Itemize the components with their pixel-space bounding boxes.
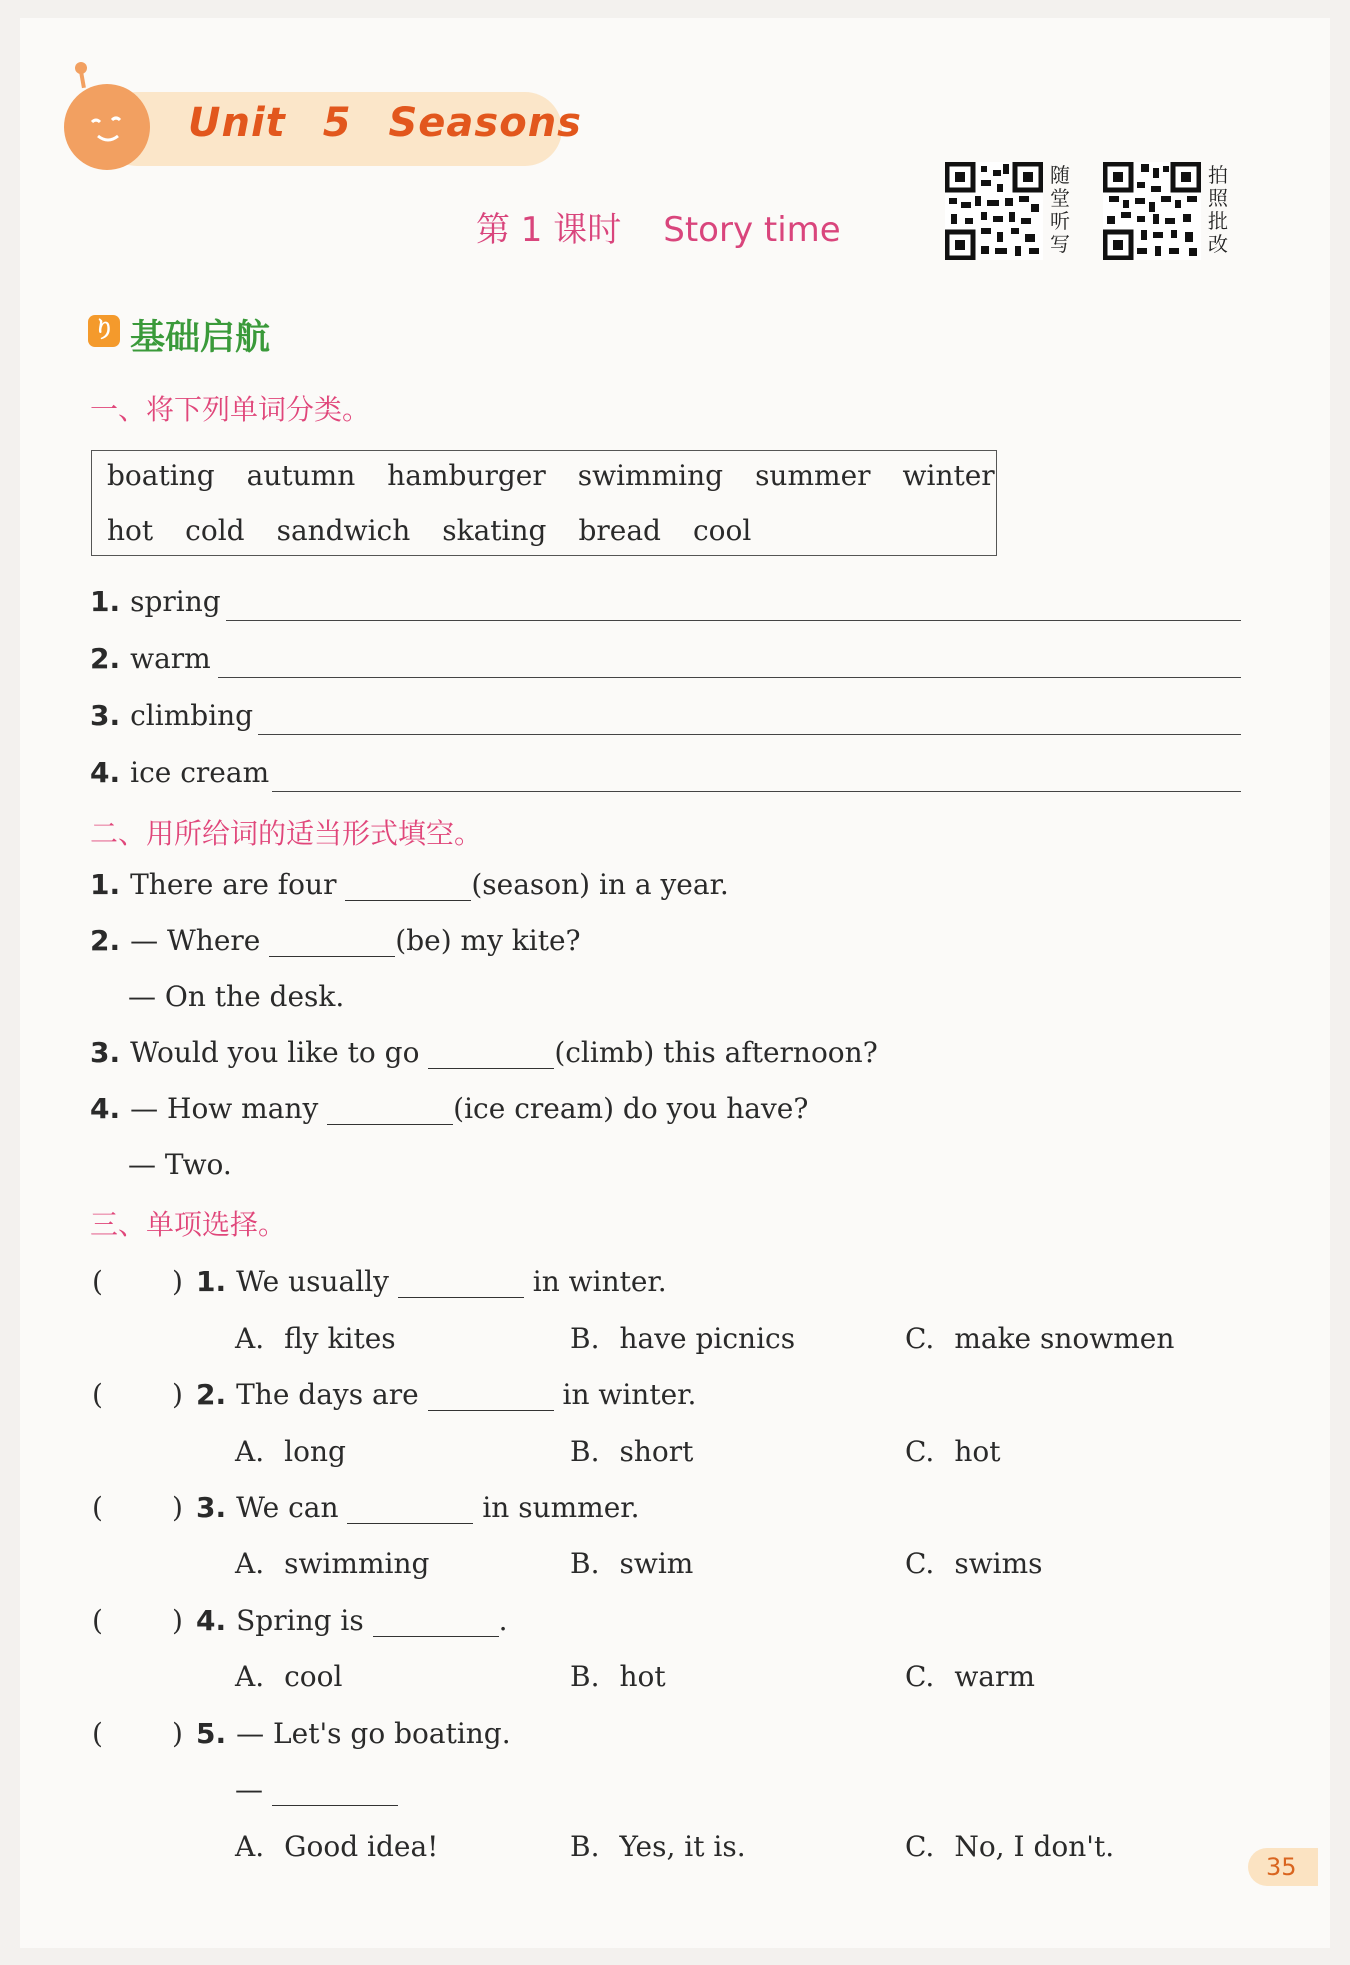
answer-paren-open: ( bbox=[92, 1491, 103, 1524]
fill-question-2: 2. — Where (be) my kite? bbox=[90, 924, 581, 957]
word: cold bbox=[185, 514, 245, 547]
answer-paren-open: ( bbox=[92, 1265, 103, 1298]
choice-question-2: 2. The days are in winter. bbox=[196, 1378, 697, 1411]
section-title: 基础启航 bbox=[130, 318, 271, 358]
answer-paren-open: ( bbox=[92, 1378, 103, 1411]
option-c[interactable]: C. make snowmen bbox=[905, 1322, 1175, 1355]
choice-blank[interactable] bbox=[373, 1610, 499, 1637]
mascot-antenna-tip bbox=[75, 62, 87, 74]
choice-question-5: 5. — Let's go boating. bbox=[196, 1717, 511, 1750]
choice-blank[interactable] bbox=[398, 1271, 524, 1298]
choice-question-1: 1. We usually in winter. bbox=[196, 1265, 667, 1298]
answer-paren-close: ) bbox=[172, 1265, 183, 1298]
option-b[interactable]: B. have picnics bbox=[570, 1322, 796, 1355]
lesson-heading bbox=[476, 202, 841, 251]
option-a[interactable]: A. Good idea! bbox=[235, 1830, 439, 1863]
option-c[interactable]: C. No, I don't. bbox=[905, 1830, 1115, 1863]
choice-blank[interactable] bbox=[272, 1779, 398, 1806]
fill-answer-2: — On the desk. bbox=[128, 980, 345, 1013]
word: winter bbox=[902, 459, 995, 492]
part2-title: 二、用所给词的适当形式填空。 bbox=[90, 817, 483, 850]
word: autumn bbox=[246, 459, 356, 492]
answer-line[interactable] bbox=[258, 734, 1241, 735]
choice-blank[interactable] bbox=[347, 1497, 473, 1524]
fill-blank[interactable] bbox=[269, 930, 395, 957]
fill-question-3: 3. Would you like to go (climb) this afternoon? bbox=[90, 1036, 878, 1069]
word: hot bbox=[107, 514, 154, 547]
option-b[interactable]: B. swim bbox=[570, 1547, 694, 1580]
word: sandwich bbox=[276, 514, 411, 547]
option-b[interactable]: B. short bbox=[570, 1435, 694, 1468]
answer-paren-close: ) bbox=[172, 1491, 183, 1524]
lesson-name: Story time bbox=[663, 210, 841, 250]
option-a[interactable]: A. long bbox=[235, 1435, 346, 1468]
word-bank-row-1 bbox=[107, 459, 995, 492]
fill-blank[interactable] bbox=[428, 1042, 554, 1069]
word: hamburger bbox=[387, 459, 546, 492]
fill-blank[interactable] bbox=[345, 874, 471, 901]
answer-line[interactable] bbox=[272, 791, 1241, 792]
answer-line[interactable] bbox=[218, 677, 1241, 678]
option-c[interactable]: C. warm bbox=[905, 1660, 1035, 1693]
choice-question-4: 4. Spring is . bbox=[196, 1604, 508, 1637]
lesson-label: 第 1 课时 bbox=[476, 210, 622, 250]
option-c[interactable]: C. swims bbox=[905, 1547, 1043, 1580]
fill-question-4: 4. — How many (ice cream) do you have? bbox=[90, 1092, 809, 1125]
fill-blank[interactable] bbox=[327, 1098, 453, 1125]
classify-item: 3. climbing bbox=[90, 699, 254, 732]
answer-paren-close: ) bbox=[172, 1378, 183, 1411]
word: cool bbox=[692, 514, 752, 547]
option-b[interactable]: B. hot bbox=[570, 1660, 666, 1693]
word: skating bbox=[442, 514, 547, 547]
option-a[interactable]: A. cool bbox=[235, 1660, 343, 1693]
option-a[interactable]: A. swimming bbox=[235, 1547, 430, 1580]
fill-answer-4: — Two. bbox=[128, 1148, 232, 1181]
qr-code-icon[interactable] bbox=[1103, 162, 1201, 260]
word: boating bbox=[107, 459, 215, 492]
option-c[interactable]: C. hot bbox=[905, 1435, 1001, 1468]
choice-reply-5: — bbox=[235, 1773, 398, 1806]
qr-code-icon[interactable] bbox=[945, 162, 1043, 260]
choice-question-3: 3. We can in summer. bbox=[196, 1491, 640, 1524]
answer-line[interactable] bbox=[226, 620, 1241, 621]
answer-paren-open: ( bbox=[92, 1604, 103, 1637]
answer-paren-open: ( bbox=[92, 1717, 103, 1750]
part1-title: 一、将下列单词分类。 bbox=[90, 393, 371, 426]
qr-label-grading: 拍照批改 bbox=[1208, 163, 1228, 256]
fill-question-1: 1. There are four (season) in a year. bbox=[90, 868, 729, 901]
word: summer bbox=[755, 459, 871, 492]
word-bank-row-2 bbox=[107, 514, 751, 547]
option-b[interactable]: B. Yes, it is. bbox=[570, 1830, 746, 1863]
word: swimming bbox=[577, 459, 724, 492]
unit-title: Unit 5 Seasons bbox=[188, 100, 582, 146]
answer-paren-close: ) bbox=[172, 1717, 183, 1750]
answer-paren-close: ) bbox=[172, 1604, 183, 1637]
choice-blank[interactable] bbox=[428, 1384, 554, 1411]
qr-label-dictation: 随堂听写 bbox=[1050, 163, 1070, 256]
option-a[interactable]: A. fly kites bbox=[235, 1322, 396, 1355]
word: bread bbox=[578, 514, 661, 547]
page-number: 35 bbox=[1248, 1848, 1318, 1886]
anchor-icon: り bbox=[88, 315, 120, 347]
part3-title: 三、单项选择。 bbox=[90, 1208, 287, 1241]
classify-item: 4. ice cream bbox=[90, 756, 270, 789]
classify-item: 2. warm bbox=[90, 642, 211, 675]
classify-item: 1. spring bbox=[90, 585, 221, 618]
mascot-face-icon bbox=[64, 84, 150, 170]
